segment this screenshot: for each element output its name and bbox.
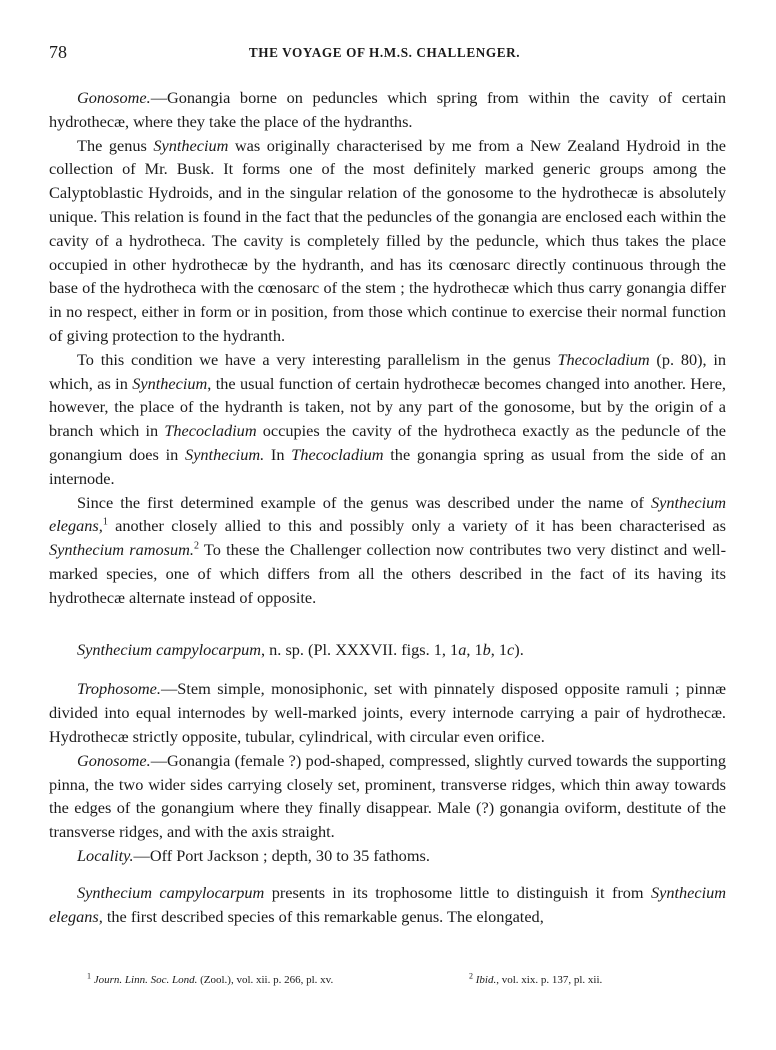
footnote-1: $^1$ Journ. Linn. Soc. Lond. (Zool.), vol. xii. p. 266, pl. xv.	[87, 971, 334, 986]
page-number: 78	[49, 42, 67, 62]
running-title: THE VOYAGE OF H.M.S. CHALLENGER.	[248, 45, 521, 60]
page-header	[49, 42, 720, 66]
body-text	[49, 86, 726, 928]
footnote-2: $^2$ Ibid., vol. xix. p. 137, pl. xii.	[469, 971, 603, 986]
paragraph-species-overview: Since the first determined example of the genus was described under the name of Synthecium elegans,$^1$ another closely allied to this and possibly only a variety of it has been characterised as Synthecium ramosum.$^2$ To these the Challenger collection now contributes two very distinct and well-marked species, one of which differs from all the others described in the fact of its having its hydrothecæ alternate instead of opposite.	[49, 492, 726, 607]
paragraph-trophosome: Trophosome.—Stem simple, monosiphonic, set with pinnately disposed opposite ramuli ; pinnæ divided into equal internodes by well-marked joints, every internode carrying a pair of hydrothecæ. Hydrothecæ strictly opposite, tubular, cylindrical, with circular even orifice.	[49, 679, 726, 746]
paragraph-parallelism: To this condition we have a very interesting parallelism in the genus Thecocladium (p. 80), in which, as in Synthecium, the usual function of certain hydrothecæ becomes changed into another. Here, however, the place of the hydranth is taken, not by any part of the gonosome, but by the origin of a branch which in Thecocladium occupies the cavity of the hydrotheca exactly as the peduncle of the gonangium does in Synthecium. In Thecocladium the gonangia spring as usual from the side of an internode.	[49, 349, 727, 488]
section-label: Gonosome.	[77, 750, 151, 770]
paragraph-gonosome-genus: Gonosome.—Gonangia borne on peduncles which spring from within the cavity of certain hydrothecæ, where they take the place of the hydranths.	[49, 88, 726, 131]
paragraph-closing: Synthecium campylocarpum presents in its trophosome little to distinguish it from Synthecium elegans, the first described species of this remarkable genus. The elongated,	[49, 882, 727, 926]
paragraph-gonosome: Gonosome.—Gonangia (female ?) pod-shaped, compressed, slightly curved towards the supporting pinna, the two wider sides carrying closely set, prominent, transverse ridges, which thin away towards the edges of the gonangium where they finally disappear. Male (?) gonangia oviform, destitute of the transverse ridges, and with the axis straight.	[49, 750, 726, 842]
section-label: Locality.	[77, 845, 134, 865]
section-label: Trophosome.	[77, 679, 161, 699]
species-heading: Synthecium campylocarpum, n. sp. (Pl. XXXVII. figs. 1, 1a, 1b, 1c).	[77, 639, 524, 659]
footnote-ref-1: 1	[102, 516, 108, 528]
paragraph-locality: Locality.—Off Port Jackson ; depth, 30 to 35 fathoms.	[77, 845, 430, 865]
paragraph-genus-history: The genus Synthecium was originally characterised by me from a New Zealand Hydroid in the collection of Mr. Busk. It forms one of the most definitely marked generic groups among the Calyptoblastic Hydroids, and in the singular relation of the gonosome to the hydrothecæ is absolutely unique. This relation is found in the fact that the peduncles of the gonangia are enclosed each within the cavity of a hydrotheca. The cavity is completely filled by the peduncle, which thus takes the place occupied in other hydrothecæ by the hydranth, and has its cœnosarc directly continuous through the base of the hydrotheca with the cœnosarc of the stem ; the hydrothecæ which thus carry gonangia differ in no respect, either in form or in position, from those which continue to exercise their normal function of giving protection to the hydranth.	[49, 135, 727, 345]
footnote-ref-2: 2	[193, 540, 199, 552]
section-label: Gonosome.	[77, 88, 151, 107]
